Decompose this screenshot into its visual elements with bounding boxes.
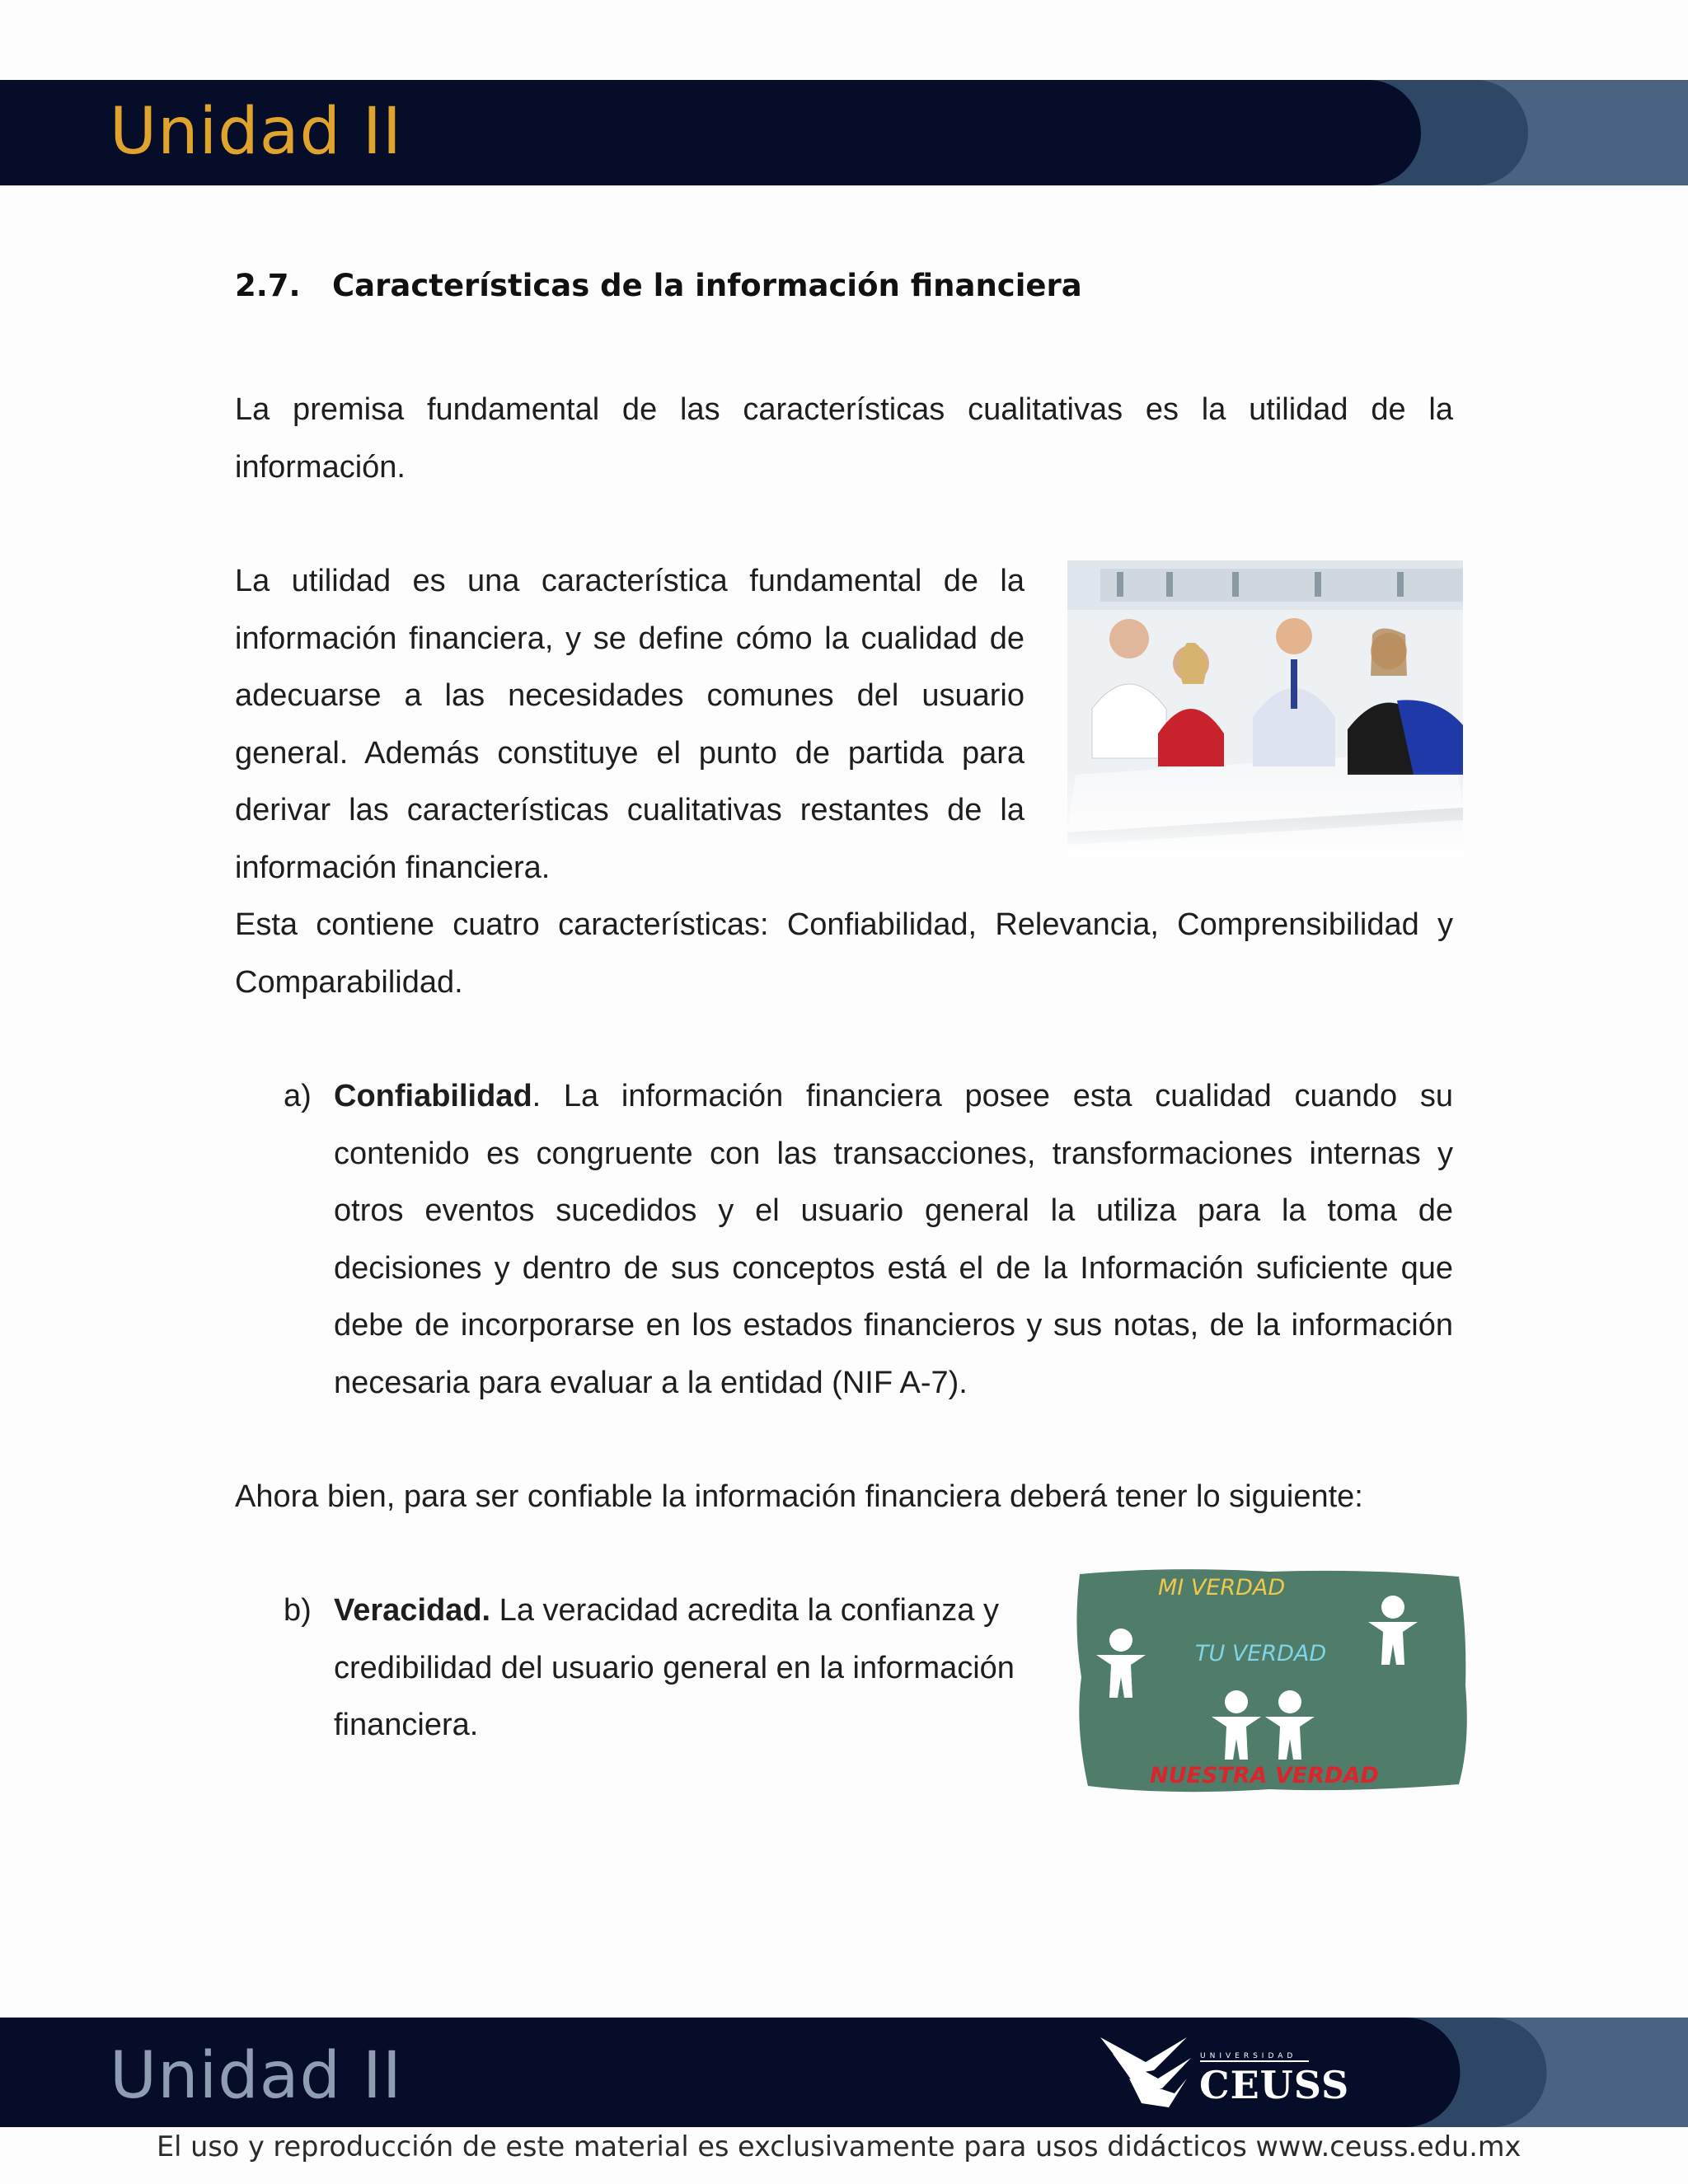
logo-university-label: UNIVERSIDAD — [1200, 2052, 1297, 2060]
list-marker-a: a) — [284, 1079, 312, 1113]
paragraph-reliability-intro: Ahora bien, para ser confiable la información financiera deberá tener lo siguiente: — [235, 1479, 1363, 1514]
confiabilidad-term: Confiabilidad — [334, 1079, 532, 1113]
veracidad-term: Veracidad. — [334, 1593, 491, 1628]
footer-title: Unidad II — [110, 2039, 402, 2113]
truth-illustration — [1071, 1562, 1471, 1801]
meeting-photo — [1067, 560, 1463, 857]
list-item-veracidad — [284, 1582, 1046, 1764]
footer-band — [0, 2018, 1688, 2127]
veracidad-text — [334, 1582, 1048, 1755]
paragraph-four-characteristics: Esta contiene cuatro características: Confiabilidad, Relevancia, Comprensibilidad y Comparabilidad. — [235, 907, 1453, 1000]
veracidad-description: La veracidad acredita la confianza y credibilidad del usuario general en la información financiera. — [334, 1593, 1015, 1742]
section-heading — [235, 268, 1082, 303]
footer-disclaimer: El uso y reproducción de este material es exclusivamente para usos didácticos www.ceuss.edu.mx — [157, 2130, 1522, 2163]
logo-name: CEUSS — [1199, 2063, 1350, 2107]
paragraph-premise: La premisa fundamental de las características cualitativas es la utilidad de la información. — [235, 392, 1453, 485]
paragraph-utility: La utilidad es una característica fundamental de la información financiera, y se define cómo la cualidad de adecuarse a las necesidades comunes del usuario general. Además constituye el punto de partida para derivar las características cualitativas restantes de la información financiera. — [235, 564, 1025, 885]
section-title: Características de la información financiera — [332, 268, 1082, 303]
header-title: Unidad II — [110, 95, 402, 169]
list-marker-b: b) — [284, 1593, 312, 1628]
truth-line-yours: TU VERDAD — [1195, 1641, 1327, 1666]
truth-line-ours: NUESTRA VERDAD — [1150, 1763, 1379, 1788]
section-number: 2.7. — [235, 268, 301, 303]
header-band — [0, 80, 1688, 185]
list-item-confiabilidad — [284, 1068, 1454, 1414]
truth-line-mine: MI VERDAD — [1158, 1575, 1286, 1601]
confiabilidad-description: . La información financiera posee esta cualidad cuando su contenido es congruente con las transacciones, transformaciones internas y otros eventos sucedidos y el usuario general la utiliza para la toma de decisiones y dentro de sus conceptos está el de la Información suficiente que debe de incorporarse en los estados financieros y sus notas, de la información necesaria para evaluar a la entidad (NIF A-7). — [334, 1079, 1453, 1400]
confiabilidad-text — [334, 1068, 1453, 1412]
